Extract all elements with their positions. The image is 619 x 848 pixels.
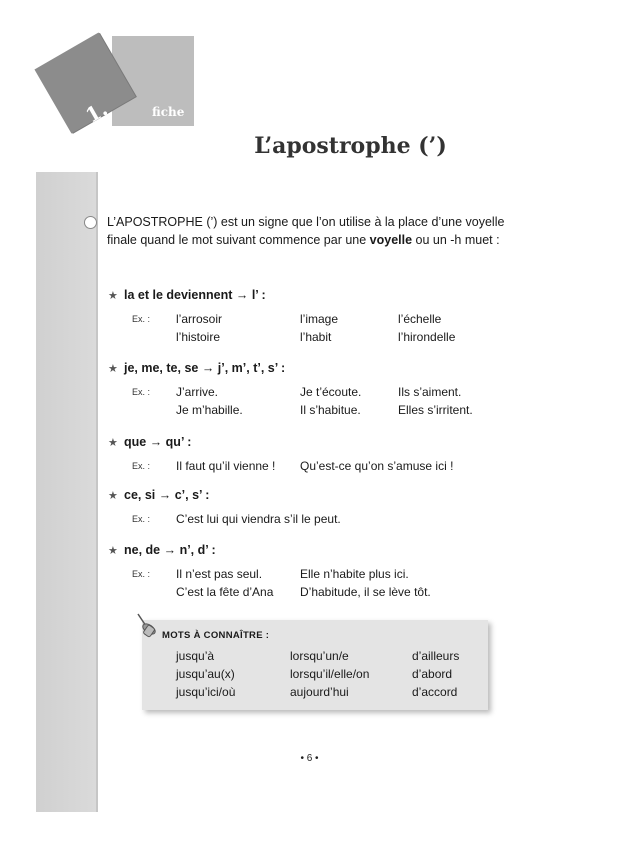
page-title-text: L’apostrophe (’) <box>254 133 447 159</box>
page-number <box>0 753 619 764</box>
example-item: C’est lui qui viendra s’il le peut. <box>176 512 341 526</box>
rule-label: ce, si → c’, s’ : <box>124 488 210 502</box>
example-item: C’est la fête d’Ana <box>176 585 274 599</box>
example-item: Elle n’habite plus ici. <box>300 567 409 581</box>
example-row <box>108 328 528 346</box>
rule-section-3 <box>108 435 528 475</box>
example-item: Il faut qu’il vienne ! <box>176 459 276 473</box>
intro-paragraph <box>107 213 517 249</box>
vocabulary-grid <box>176 647 492 701</box>
example-row <box>108 565 528 583</box>
example-item: Il n’est pas seul. <box>176 567 263 581</box>
vocabulary-box <box>142 620 488 710</box>
ex-label: Ex. : <box>132 461 151 471</box>
example-item: Il s’habitue. <box>300 403 361 417</box>
ex-label: Ex. : <box>132 514 151 524</box>
example-item: Ils s’aiment. <box>398 385 462 399</box>
example-item: l’habit <box>300 330 332 344</box>
example-row <box>108 457 528 475</box>
ex-label: Ex. : <box>132 314 151 324</box>
example-item: Elles s’irritent. <box>398 403 473 417</box>
chapter-number: 1. <box>81 96 112 128</box>
vocabulary-word: jusqu’à <box>176 649 215 663</box>
star-icon: ★ <box>108 437 118 449</box>
example-row <box>108 510 528 528</box>
intro-bold: voyelle <box>369 233 413 247</box>
vocabulary-word: aujourd’hui <box>290 685 349 699</box>
example-item: l’arrosoir <box>176 312 223 326</box>
star-icon: ★ <box>108 363 118 375</box>
star-icon: ★ <box>108 545 118 557</box>
ex-label: Ex. : <box>132 569 151 579</box>
vocabulary-word: lorsqu’il/elle/on <box>290 667 370 681</box>
example-row <box>108 383 528 401</box>
vocabulary-word: jusqu’ici/où <box>176 685 236 699</box>
example-row <box>108 310 528 328</box>
example-item: l’image <box>300 312 339 326</box>
pushpin-icon <box>134 612 158 640</box>
left-margin-bar <box>36 172 98 812</box>
page-number-text: • 6 • <box>300 753 319 764</box>
example-item: l’histoire <box>176 330 221 344</box>
rule-section-1 <box>108 288 528 346</box>
rule-label: que → qu’ : <box>124 435 192 449</box>
vocabulary-word: jusqu’au(x) <box>176 667 235 681</box>
example-row <box>108 401 528 419</box>
rule-label: ne, de → n’, d’ : <box>124 543 216 557</box>
star-icon: ★ <box>108 490 118 502</box>
example-item: J’arrive. <box>176 385 219 399</box>
tab-label: fiche <box>152 105 185 119</box>
vocabulary-title: MOTS À CONNAÎTRE : <box>162 630 270 641</box>
vocabulary-word: d’abord <box>412 667 453 681</box>
example-item: l’hirondelle <box>398 330 456 344</box>
example-row <box>108 583 528 601</box>
rule-label: la et le deviennent → l’ : <box>124 288 266 302</box>
rule-section-4 <box>108 488 528 528</box>
rule-section-2 <box>108 361 528 419</box>
intro-text-1: L’APOSTROPHE (’) est un signe que l’on utilise à la place d’une voyelle finale quand le mot suivant commence par une <box>107 215 505 247</box>
circle-bullet-icon <box>84 216 97 229</box>
vocabulary-word: d’accord <box>412 685 458 699</box>
vocabulary-word: d’ailleurs <box>412 649 460 663</box>
page-title <box>0 133 619 159</box>
example-item: l’échelle <box>398 312 442 326</box>
example-item: Je t’écoute. <box>300 385 362 399</box>
example-item: Je m’habille. <box>176 403 243 417</box>
rule-label: je, me, te, se → j’, m’, t’, s’ : <box>124 361 286 375</box>
star-icon: ★ <box>108 290 118 302</box>
intro-text-2: ou un -h muet : <box>412 233 500 247</box>
vocabulary-word: lorsqu’un/e <box>290 649 349 663</box>
rule-section-5 <box>108 543 528 601</box>
example-item: D’habitude, il se lève tôt. <box>300 585 431 599</box>
example-item: Qu’est-ce qu’on s’amuse ici ! <box>300 459 454 473</box>
ex-label: Ex. : <box>132 387 151 397</box>
